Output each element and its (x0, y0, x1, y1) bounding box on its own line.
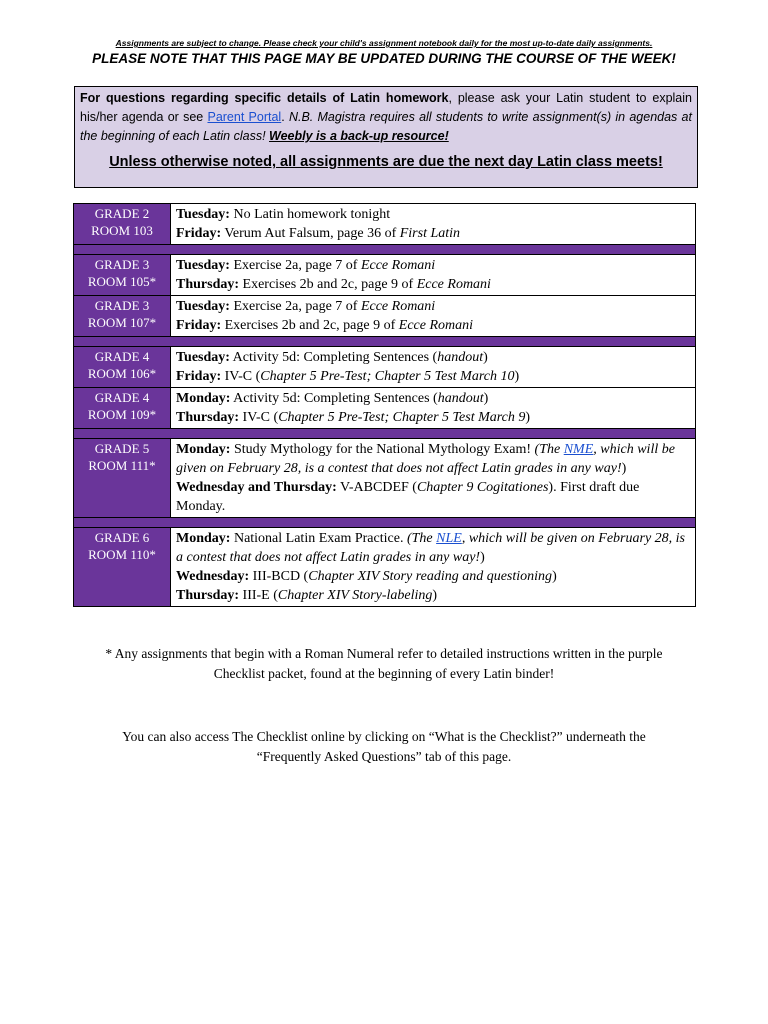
assignment-cell (171, 347, 695, 387)
assignment-italic: , which will be given on February 28, is a contest that does not affect Latin grades in any way! (176, 531, 686, 565)
room-label: ROOM 103 (91, 223, 153, 238)
room-label: ROOM 106* (87, 366, 157, 381)
assignment-end: ) (514, 369, 520, 384)
book-title: Ecce Romani (360, 299, 436, 314)
day-label: Wednesday and Thursday: (176, 480, 337, 495)
assignment-line (176, 389, 691, 408)
info-box (74, 86, 698, 188)
nle-link[interactable]: NLE (436, 531, 462, 546)
due-line: Unless otherwise noted, all assignments are due the next day Latin class meets! (109, 154, 663, 170)
day-label: Friday: (176, 226, 222, 241)
assignment-italic: handout (437, 391, 484, 406)
room-label: ROOM 105* (87, 274, 157, 289)
assignment-text: No Latin homework tonight (229, 207, 391, 222)
assignment-cell (171, 255, 695, 295)
info-text (80, 89, 692, 146)
day-label: Friday: (176, 369, 222, 384)
grade-label: GRADE 5 (94, 441, 150, 456)
assignment-italic: , which will be given on February 28, is a contest that does not affect Latin grades in any way! (176, 442, 675, 476)
room-cell (74, 255, 171, 295)
assignment-italic: Chapter XIV Story reading and questioning (308, 569, 553, 584)
update-warning: PLEASE NOTE THAT THIS PAGE MAY BE UPDATED DURING THE COURSE OF THE WEEK! (92, 51, 676, 66)
assignment-text: Exercise 2a, page 7 of (229, 299, 361, 314)
book-title: Ecce Romani (416, 277, 491, 292)
assignment-end: ) (525, 410, 531, 425)
assignment-italic: (The (534, 442, 564, 457)
grade-label: GRADE 3 (94, 257, 150, 272)
assignment-italic: handout (437, 350, 484, 365)
weebly-note: Weebly is a back-up resource! (269, 129, 449, 143)
book-title: Ecce Romani (398, 318, 474, 333)
parent-portal-link[interactable]: Parent Portal (207, 110, 282, 124)
assignment-line (176, 275, 691, 294)
assignment-line (176, 205, 691, 224)
room-label: ROOM 111* (88, 458, 156, 473)
assignment-italic: Chapter 9 Cogitationes (416, 480, 549, 495)
assignment-line (176, 408, 691, 427)
grade-label: GRADE 4 (94, 349, 150, 364)
grade-label: GRADE 4 (94, 390, 150, 405)
day-label: Tuesday: (176, 207, 230, 222)
assignment-text: Exercise 2a, page 7 of (229, 258, 361, 273)
room-cell (74, 439, 171, 517)
info-italic-text: N.B. Magistra requires all students to write assignment(s) in agendas at the beginning of each Latin class! (80, 110, 692, 143)
table-row (73, 527, 696, 607)
assignment-text: III-BCD ( (249, 569, 309, 584)
assignment-line (176, 567, 691, 586)
assignment-end: ). First draft due Monday. (176, 480, 640, 514)
assignment-text: Verum Aut Falsum, page 36 of (221, 226, 400, 241)
day-label: Tuesday: (176, 350, 230, 365)
assignment-line (176, 586, 691, 605)
day-label: Thursday: (176, 588, 240, 603)
room-cell (74, 204, 171, 244)
grade-label: GRADE 2 (94, 206, 150, 221)
assignment-text: National Latin Exam Practice. (230, 531, 407, 546)
assignment-cell (171, 439, 695, 517)
assignment-line (176, 297, 691, 316)
day-label: Tuesday: (176, 299, 230, 314)
assignment-italic: Chapter 5 Pre-Test; Chapter 5 Test March 10 (260, 369, 515, 384)
assignment-line (176, 316, 691, 335)
assignment-text: IV-C ( (221, 369, 261, 384)
assignment-line (176, 440, 691, 478)
assignment-end: ) (483, 350, 488, 365)
nme-link[interactable]: NME (563, 442, 594, 457)
day-label: Monday: (176, 442, 231, 457)
assignment-line (176, 224, 691, 243)
table-row (73, 438, 696, 518)
assignment-text: III-E ( (239, 588, 278, 603)
assignment-line (176, 367, 691, 386)
table-row (73, 346, 696, 388)
assignment-italic: Chapter XIV Story-labeling (277, 588, 433, 603)
assignment-end: ) (552, 569, 557, 584)
grade-separator (73, 337, 696, 346)
assignment-line (176, 478, 691, 516)
room-cell (74, 528, 171, 606)
grade-separator (73, 245, 696, 254)
assignment-cell (171, 204, 695, 244)
assignment-text: Activity 5d: Completing Sentences ( (229, 350, 438, 365)
room-label: ROOM 109* (87, 407, 157, 422)
room-label: ROOM 110* (88, 547, 156, 562)
room-label: ROOM 107* (87, 315, 157, 330)
assignment-cell (171, 528, 695, 606)
day-label: Friday: (176, 318, 222, 333)
table-row (73, 296, 696, 337)
assignment-end: ) (621, 461, 627, 476)
assignment-cell (171, 296, 695, 336)
assignment-text: V-ABCDEF ( (336, 480, 417, 495)
info-bold-lead: For questions regarding specific details of Latin homework (80, 91, 449, 105)
room-cell (74, 388, 171, 428)
grade-label: GRADE 6 (94, 530, 150, 545)
assignment-cell (171, 388, 695, 428)
assignment-end: ) (480, 550, 485, 565)
assignment-italic: Chapter 5 Pre-Test; Chapter 5 Test March 9 (278, 410, 526, 425)
checklist-note: You can also access The Checklist online by clicking on “What is the Checklist?” underneath the “Frequently Asked Questions” tab of this page. (122, 729, 646, 764)
table-row (73, 254, 696, 296)
assignment-notice: Assignments are subject to change. Please check your child's assignment notebook daily for the most up-to-date daily assignments. (115, 38, 653, 48)
assignment-line (176, 348, 691, 367)
day-label: Thursday: (176, 410, 240, 425)
assignment-line (176, 529, 691, 567)
table-row (73, 203, 696, 245)
info-text-1: , please ask your Latin student to explain his/her agenda or see (80, 91, 692, 124)
assignment-text: Activity 5d: Completing Sentences ( (230, 391, 438, 406)
day-label: Monday: (176, 391, 231, 406)
book-title: Ecce Romani (360, 258, 436, 273)
assignment-text: Exercises 2b and 2c, page 9 of (221, 318, 399, 333)
assignment-line (176, 256, 691, 275)
info-text-2: . (281, 110, 289, 124)
day-label: Tuesday: (176, 258, 230, 273)
day-label: Thursday: (176, 277, 240, 292)
assignment-end: ) (483, 391, 489, 406)
assignment-text: IV-C ( (239, 410, 279, 425)
assignment-text: Study Mythology for the National Mythology Exam! (230, 442, 535, 457)
table-row (73, 388, 696, 429)
book-title: First Latin (399, 226, 461, 241)
assignment-text: Exercises 2b and 2c, page 9 of (239, 277, 417, 292)
assignment-italic: (The (406, 531, 437, 546)
grade-label: GRADE 3 (94, 298, 150, 313)
roman-numeral-footnote: * Any assignments that begin with a Roman Numeral refer to detailed instructions written in the purple Checklist packet, found at the beginning of every Latin binder! (105, 646, 663, 681)
room-cell (74, 347, 171, 387)
day-label: Monday: (176, 531, 231, 546)
day-label: Wednesday: (176, 569, 250, 584)
room-cell (74, 296, 171, 336)
grade-separator (73, 518, 696, 527)
grade-separator (73, 429, 696, 438)
schedule-table (73, 203, 696, 607)
assignment-end: ) (432, 588, 438, 603)
